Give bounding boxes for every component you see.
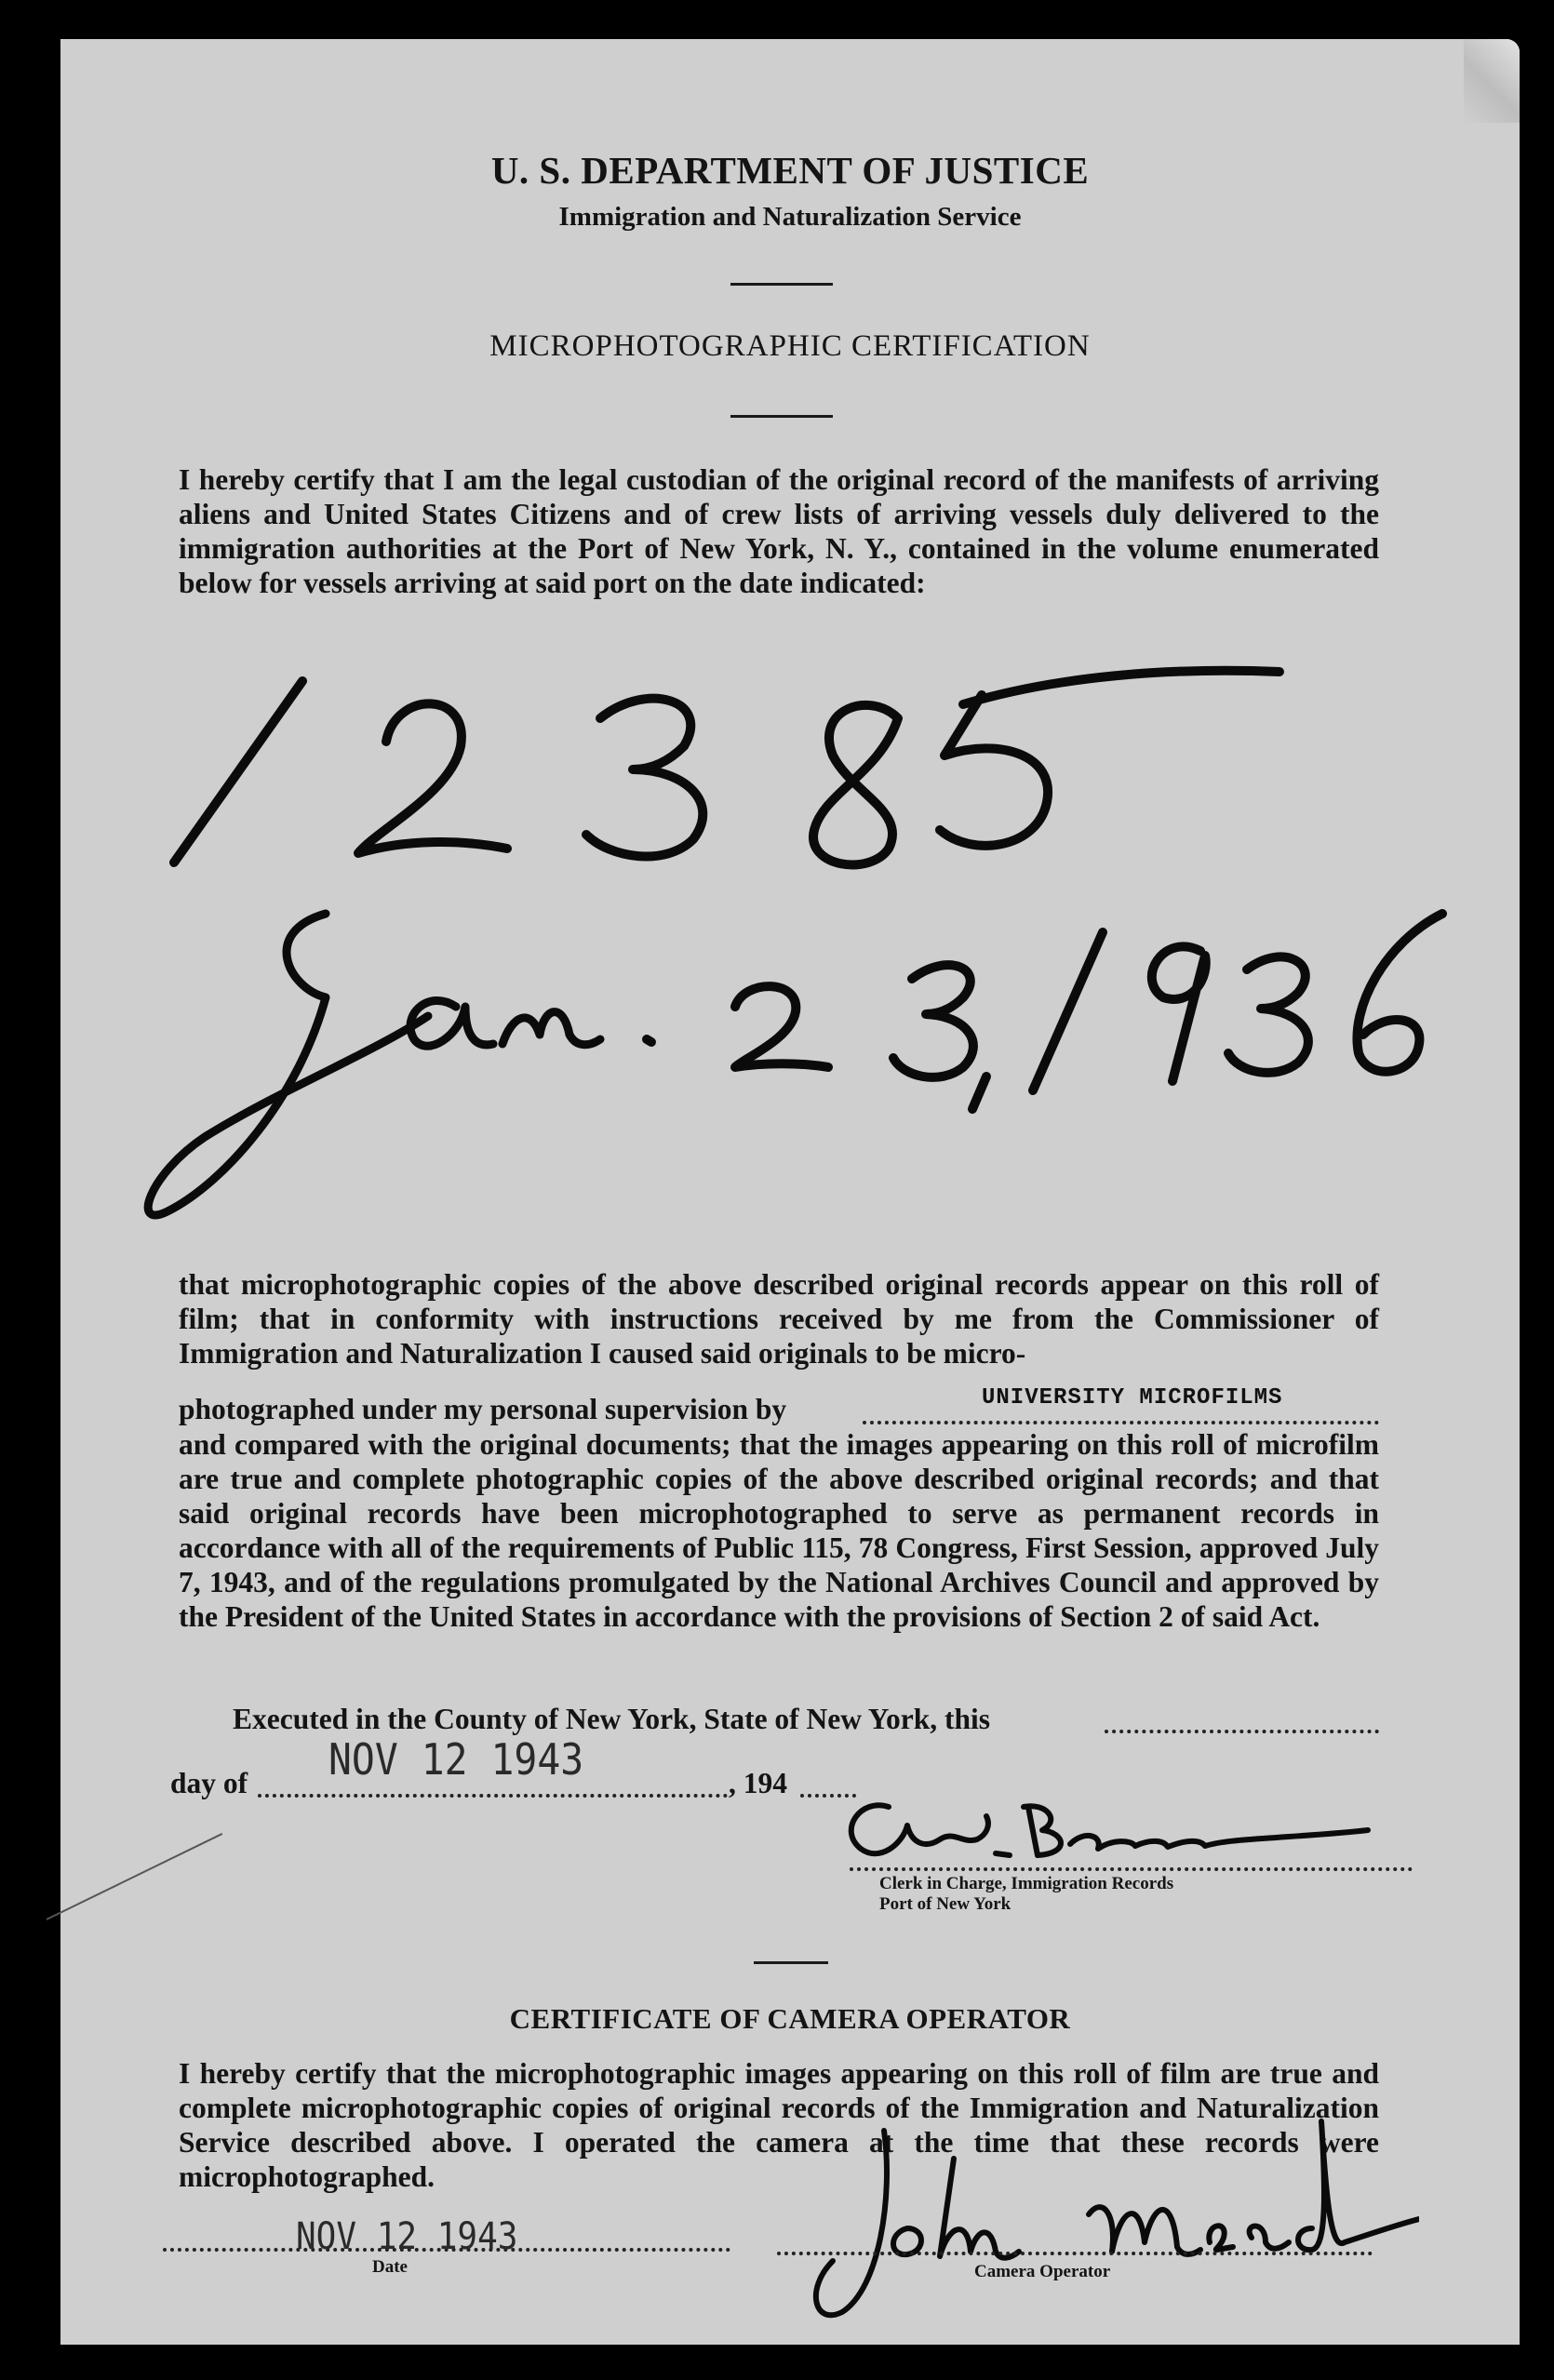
photographed-by-label: photographed under my personal supervision by (179, 1393, 787, 1425)
clerk-title-line2: Port of New York (879, 1894, 1011, 1914)
certification-body-part1: that microphotographic copies of the above described original records appear on this roll of film; that in conformity with instructions received by me from the Commissioner of Immigration and Naturalization I caused said originals to be micro- (179, 1268, 1379, 1370)
clerk-signature (824, 1788, 1382, 1872)
certificate-page (60, 39, 1520, 2345)
divider (754, 1961, 828, 1964)
camera-operator-caption: Camera Operator (974, 2262, 1111, 2281)
handwritten-arrival-date (93, 876, 1507, 1249)
handwritten-volume-number (163, 653, 1326, 904)
certification-intro: I hereby certify that I am the legal custodian of the original record of the manifests of arriving aliens and United States Citizens and of crew lists of arriving vessels duly delivered to the immigration authorities at the Port of New York, N. Y., contained in the volume enumerated below for vessels arriving at said port on the date indicated: (179, 463, 1379, 599)
day-of-dotted-line (258, 1794, 728, 1798)
operator-date-stamp: NOV 12 1943 (296, 2215, 518, 2258)
camera-operator-signature (768, 2103, 1419, 2326)
photographed-by-dotted-line (863, 1421, 1379, 1424)
camera-operator-title: CERTIFICATE OF CAMERA OPERATOR (509, 2002, 1071, 2035)
divider (730, 283, 833, 286)
year-prefix: , 194 (729, 1767, 787, 1799)
executed-dotted-line (1105, 1730, 1379, 1733)
supervised-by-typed: UNIVERSITY MICROFILMS (982, 1385, 1283, 1411)
date-caption: Date (372, 2257, 408, 2277)
department-heading: U. S. DEPARTMENT OF JUSTICE (490, 149, 1090, 192)
scratch-mark (47, 1833, 223, 1920)
clerk-date-stamp: NOV 12 1943 (328, 1734, 584, 1785)
divider (730, 415, 833, 418)
service-subheading: Immigration and Naturalization Service (558, 202, 1022, 232)
day-of-label: day of (170, 1767, 248, 1799)
clerk-signature-line (850, 1867, 1413, 1871)
certification-title: MICROPHOTOGRAPHIC CERTIFICATION (489, 329, 1091, 363)
executed-label: Executed in the County of New York, State of New York, this (233, 1703, 991, 1735)
operator-signature-line (777, 2252, 1373, 2255)
camera-operator-text: I hereby certify that the microphotographic images appearing on this roll of film are true and complete microphotographic copies of original records of the Immigration and Naturalization Service described above. I operated the camera at the time that these records were microphotographed. (179, 2057, 1379, 2193)
clerk-title-line1: Clerk in Charge, Immigration Records (879, 1874, 1174, 1893)
certification-body-part2: and compared with the original documents; that the images appearing on this roll of microfilm are true and complete photographic copies of the above described original records; and that said original records have been microphotographed to serve as permanent records in accordance with all of the requirements of Public 115, 78 Congress, First Session, approved July 7, 1943, and of the regulations promulgated by the National Archives Council and approved by the President of the United States in accordance with the provisions of Section 2 of said Act. (179, 1428, 1379, 1633)
